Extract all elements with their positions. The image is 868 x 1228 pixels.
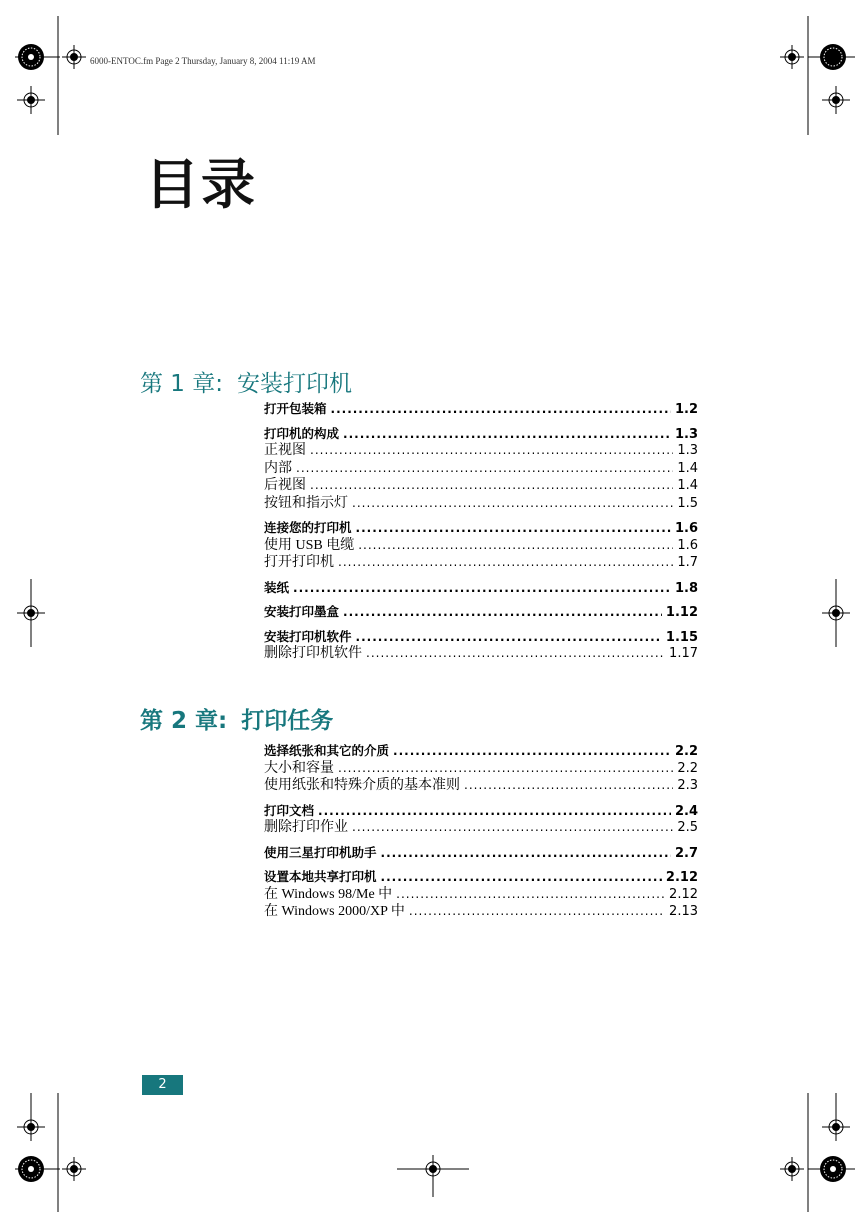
toc-section-entry[interactable] xyxy=(264,844,698,862)
toc-entry-page: 2.13 xyxy=(669,904,698,919)
toc-section-entry[interactable] xyxy=(264,400,698,418)
dot-leader xyxy=(352,495,673,513)
dot-leader xyxy=(343,426,671,443)
toc-subsection-entry[interactable] xyxy=(264,645,698,663)
chapter-1-number: 第 1 章: xyxy=(140,371,224,397)
toc-entry-page: 2.3 xyxy=(677,778,698,793)
dot-leader xyxy=(338,554,673,572)
toc-subsection-entry[interactable] xyxy=(264,495,698,513)
print-header-note: 6000-ENTOC.fm Page 2 Thursday, January 8, 2004 11:19 AM xyxy=(90,56,316,66)
page-number: 2 xyxy=(142,1075,183,1095)
toc-entry-label: 按钮和指示灯 xyxy=(264,495,348,511)
toc-section-entry[interactable] xyxy=(264,628,698,646)
toc-entry-page: 2.4 xyxy=(674,803,698,819)
toc-entry-page: 1.7 xyxy=(677,555,698,570)
toc-entry-label: 打开打印机 xyxy=(264,555,334,570)
dot-leader xyxy=(356,520,671,537)
toc-subsection-entry[interactable] xyxy=(264,554,698,572)
toc-entry-page: 2.12 xyxy=(665,870,698,885)
toc-entry-page: 1.3 xyxy=(674,426,698,442)
toc-entry-page: 2.2 xyxy=(674,744,698,759)
toc-entry-page: 2.7 xyxy=(674,845,698,861)
toc-entry-page: 1.4 xyxy=(677,478,698,493)
toc-entry-label: 装纸 xyxy=(264,579,290,595)
toc-section-entry[interactable] xyxy=(264,603,698,621)
toc-entry-label: 连接您的打印机 xyxy=(264,520,352,535)
toc-group-gap xyxy=(264,572,698,579)
dot-leader xyxy=(381,845,671,862)
toc-entry-page: 1.3 xyxy=(677,443,698,458)
dot-leader xyxy=(343,604,662,621)
toc-entry-label: 内部 xyxy=(264,460,292,476)
toc-entry-label: 删除打印作业 xyxy=(264,820,348,835)
dot-leader xyxy=(356,629,662,646)
chapter-1-heading xyxy=(140,365,352,398)
toc-subsection-entry[interactable] xyxy=(264,760,698,778)
toc-entry-page: 2.12 xyxy=(669,886,698,902)
toc-entry-page: 1.6 xyxy=(674,521,698,536)
toc-group-gap xyxy=(264,621,698,628)
toc-entry-page: 1.8 xyxy=(674,580,698,596)
toc-entry-label: 使用 USB 电缆 xyxy=(264,537,355,553)
toc-entry-page: 2.5 xyxy=(677,820,698,835)
dot-leader xyxy=(358,537,673,555)
toc-subsection-entry[interactable] xyxy=(264,903,698,921)
toc-entry-label: 在 Windows 98/Me 中 xyxy=(264,886,393,902)
toc-section-entry[interactable] xyxy=(264,742,698,760)
dot-leader xyxy=(396,886,665,904)
toc-entry-page: 2.2 xyxy=(677,760,698,776)
dot-leader xyxy=(381,869,662,886)
toc-subsection-entry[interactable] xyxy=(264,442,698,460)
toc-entry-page: 1.2 xyxy=(674,402,698,417)
toc-entry-label: 设置本地共享打印机 xyxy=(264,869,377,884)
dot-leader xyxy=(318,803,671,820)
toc-subsection-entry[interactable] xyxy=(264,477,698,495)
toc-section-entry[interactable] xyxy=(264,519,698,537)
toc-subsection-entry[interactable] xyxy=(264,537,698,555)
toc-entry-label: 后视图 xyxy=(264,478,306,493)
chapter-1-title: 安装打印机 xyxy=(237,371,353,397)
toc-subsection-entry[interactable] xyxy=(264,460,698,478)
toc-entry-label: 大小和容量 xyxy=(264,760,334,776)
chapter-2-title: 打印任务 xyxy=(241,708,334,734)
toc-entry-page: 1.5 xyxy=(677,495,698,511)
toc-entry-label: 打印文档 xyxy=(264,802,315,818)
chapter-1-toc xyxy=(264,400,698,663)
dot-leader xyxy=(331,401,671,418)
toc-entry-label: 使用三星打印机助手 xyxy=(264,844,377,860)
dot-leader xyxy=(464,777,673,795)
toc-section-entry[interactable] xyxy=(264,802,698,820)
chapter-2-toc xyxy=(264,742,698,921)
toc-entry-label: 安装打印机软件 xyxy=(264,628,352,644)
toc-group-gap xyxy=(264,512,698,519)
dot-leader xyxy=(393,743,671,760)
toc-entry-label: 打印机的构成 xyxy=(264,425,340,441)
toc-group-gap xyxy=(264,418,698,425)
toc-group-gap xyxy=(264,596,698,603)
toc-entry-page: 1.12 xyxy=(665,605,698,620)
toc-entry-label: 打开包装箱 xyxy=(264,401,327,416)
dot-leader xyxy=(352,819,673,837)
toc-group-gap xyxy=(264,795,698,802)
toc-subsection-entry[interactable] xyxy=(264,777,698,795)
dot-leader xyxy=(338,760,673,778)
toc-entry-label: 选择纸张和其它的介质 xyxy=(264,743,390,758)
toc-entry-label: 正视图 xyxy=(264,443,306,458)
toc-group-gap xyxy=(264,861,698,868)
toc-entry-label: 删除打印机软件 xyxy=(264,646,362,661)
toc-entry-label: 使用纸张和特殊介质的基本准则 xyxy=(264,778,460,793)
toc-entry-page: 1.6 xyxy=(677,537,698,553)
toc-entry-page: 1.4 xyxy=(677,460,698,476)
toc-section-entry[interactable] xyxy=(264,579,698,597)
toc-subsection-entry[interactable] xyxy=(264,886,698,904)
dot-leader xyxy=(310,442,673,460)
toc-section-entry[interactable] xyxy=(264,425,698,443)
toc-section-entry[interactable] xyxy=(264,868,698,886)
chapter-2-heading xyxy=(140,702,333,735)
toc-group-gap xyxy=(264,837,698,844)
toc-entry-page: 1.17 xyxy=(669,646,698,661)
dot-leader xyxy=(310,477,673,495)
toc-entry-label: 安装打印墨盒 xyxy=(264,604,340,619)
chapter-2-number: 第 2 章: xyxy=(140,708,228,734)
page-title: 目录 xyxy=(145,153,257,216)
dot-leader xyxy=(366,645,665,663)
dot-leader xyxy=(409,903,665,921)
toc-entry-page: 1.15 xyxy=(665,629,698,645)
dot-leader xyxy=(293,580,671,597)
dot-leader xyxy=(296,460,673,478)
toc-subsection-entry[interactable] xyxy=(264,819,698,837)
toc-entry-label: 在 Windows 2000/XP 中 xyxy=(264,904,405,919)
